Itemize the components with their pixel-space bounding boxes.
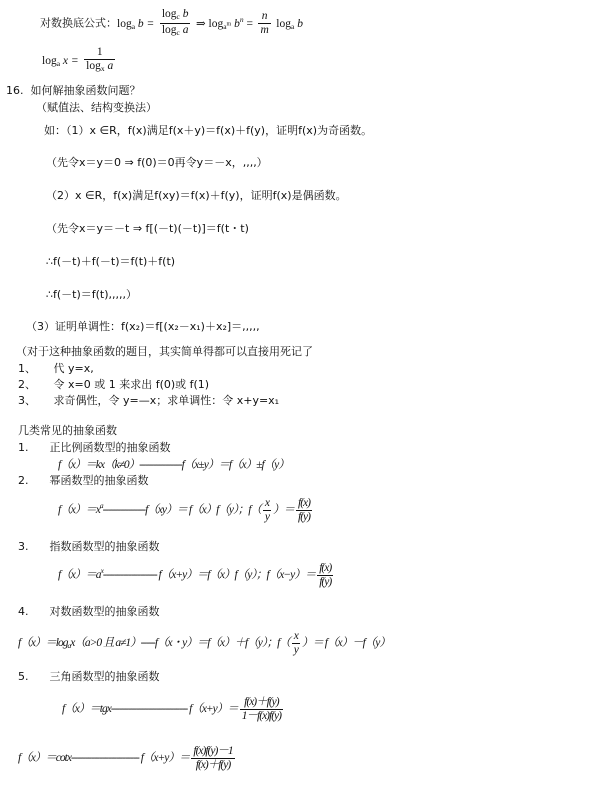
example-2: （2）x ∈R，f(x)满足f(xy)＝f(x)＋f(y)，证明f(x)是偶函数。 — [46, 189, 347, 202]
example-3: （3）证明单调性：f(x₂)＝f[(x₂－x₁)＋x₂]＝,,,,, — [26, 320, 260, 333]
step-text: 代 y=x, — [53, 362, 94, 375]
type-2-formula — [58, 497, 314, 524]
type-3-formula — [58, 562, 335, 589]
frac-num-base: c — [176, 12, 180, 21]
type-2-title — [18, 474, 148, 488]
reciprocal-fraction — [84, 46, 115, 75]
t4-xy-fraction — [292, 630, 300, 657]
step-2 — [18, 378, 209, 392]
t6-den: f(x)＋f(y) — [195, 759, 231, 771]
example-1: 如：（1）x ∈R，f(x)满足f(x＋y)＝f(x)＋f(y)，证明f(x)为奇函数。 — [44, 124, 373, 137]
type-4-formula — [18, 630, 390, 657]
t5-fraction — [240, 696, 283, 723]
frac-den-log: log — [161, 24, 177, 36]
t4-tail: ）＝ f（x）－f（y） — [301, 637, 390, 650]
log-text: log — [117, 17, 132, 30]
t6-fraction — [191, 745, 234, 772]
type-1-formula: f（x）＝kx（k≠0）---------------f（x±y）＝f（x）±f（y） — [58, 459, 289, 471]
rhs-log: log — [276, 17, 291, 30]
example-2-therefore-2: ∴f(－t)＝f(t),,,,,） — [46, 288, 138, 301]
t4-lhs: f（x）＝log — [18, 637, 68, 650]
t2-f-den: f(y) — [298, 511, 310, 523]
rl-num: 1 — [84, 46, 115, 60]
type-title: 指数函数型的抽象函数 — [49, 540, 160, 553]
type-5-title — [18, 670, 159, 684]
t4-xy-num: x — [293, 630, 298, 642]
t6-lhs: f（x）＝cotx------------------------ f（x+y）＝ — [18, 752, 190, 765]
step-1 — [18, 362, 94, 376]
t5-num: f(x)＋f(y) — [240, 696, 283, 710]
t5-lhs: f（x）＝tgx--------------------------- f（x+y）＝ — [62, 703, 238, 716]
example-1-hint: （先令x＝y＝0 ⇒ f(0)＝0再令y＝－x，,,,,） — [46, 156, 268, 169]
rl-den-base: x — [100, 64, 105, 73]
rhs-base: a — [290, 21, 295, 31]
t2-f-fraction — [296, 497, 312, 524]
equals-sign: = — [246, 17, 253, 30]
change-of-base-line — [40, 8, 303, 39]
t3-f-den: f(y) — [319, 576, 332, 588]
type-title: 三角函数型的抽象函数 — [49, 670, 160, 683]
step-number: 2、 — [18, 378, 36, 391]
t3-mid: ------------------- f（x+y）＝f（x）f（y）；f（x−y）＝ — [102, 569, 316, 582]
type-number: 1. — [18, 441, 29, 454]
note-text: （对于这种抽象函数的题目，其实简单得都可以直接用死记了 — [16, 345, 313, 358]
t2-exponent: a — [99, 501, 103, 511]
type-3-title — [18, 540, 159, 554]
t2-lhs: f（x）＝x — [58, 504, 100, 517]
implies-base-exp: m — [226, 21, 232, 27]
frac-num-log: log — [161, 8, 177, 20]
example-2-hint: （先令x＝y＝－t ⇒ f[(－t)(－t)]＝f(t・t) — [46, 222, 249, 235]
type-title: 正比例函数型的抽象函数 — [49, 441, 171, 454]
step-number: 1、 — [18, 362, 36, 375]
implies-var: b — [234, 17, 240, 30]
step-text: 令 x=0 或 1 来求出 f(0)或 f(1) — [53, 378, 210, 391]
type-1-title — [18, 441, 170, 455]
t3-lhs: f（x）＝a — [58, 569, 101, 582]
t2-xy-fraction — [263, 497, 271, 524]
t2-xy-num: x — [264, 497, 270, 509]
example-2-therefore-1: ∴f(－t)＋f(－t)＝f(t)＋f(t) — [46, 255, 176, 268]
step-3 — [18, 394, 279, 408]
rl-den-log: log — [86, 60, 101, 72]
implies-exp: n — [239, 14, 244, 24]
t4-base: a — [67, 641, 71, 651]
rhs-var: b — [297, 17, 303, 30]
implies-log: ⇒ log — [195, 17, 224, 30]
rl-log: log — [42, 54, 57, 67]
t2-mid: ---------------f（xy）＝ f（x）f（y）；f（ — [102, 504, 261, 517]
frac-num-var: b — [182, 8, 189, 20]
reciprocal-log-line — [42, 46, 117, 75]
frac-den-base: c — [176, 28, 180, 37]
type-title: 对数函数型的抽象函数 — [49, 605, 160, 618]
t3-f-fraction — [317, 562, 333, 589]
t2-f-num: f(x) — [298, 497, 310, 509]
log-arg: b = — [137, 17, 155, 30]
log-base: a — [131, 21, 136, 31]
type-number: 4. — [18, 605, 29, 618]
type-number: 2. — [18, 474, 29, 487]
t2-tail: ）＝ — [273, 504, 295, 517]
rl-base: a — [56, 58, 61, 68]
section-number: 16. — [6, 84, 24, 97]
frac-m: m — [260, 24, 269, 36]
section-16-title — [6, 84, 141, 98]
rl-var: x = — [62, 54, 79, 67]
type-5-tan-formula — [62, 696, 285, 723]
t4-mid: x（a>0 且 a≠1）-----f（x・y）＝f（x）＋f（y）；f（ — [70, 637, 290, 650]
types-title: 几类常见的抽象函数 — [18, 424, 117, 437]
type-4-title — [18, 605, 159, 619]
t3-f-num: f(x) — [319, 562, 332, 574]
implies-base: a — [223, 21, 227, 31]
frac-n: n — [258, 10, 270, 24]
section-16-method: （赋值法、结构变换法） — [36, 101, 157, 114]
n-over-m-fraction — [258, 10, 270, 37]
t4-xy-den: y — [293, 644, 298, 656]
rl-den-var: a — [107, 60, 114, 72]
step-number: 3、 — [18, 394, 36, 407]
step-text: 求奇偶性，令 y=—x；求单调性：令 x+y=x₁ — [53, 394, 280, 407]
t3-exponent: x — [100, 566, 103, 576]
change-of-base-label: 对数换底公式： — [40, 16, 117, 30]
type-number: 5. — [18, 670, 29, 683]
type-number: 3. — [18, 540, 29, 553]
change-base-fraction — [160, 8, 191, 39]
t2-xy-den: y — [264, 511, 270, 523]
frac-den-var: a — [182, 24, 189, 36]
type-title: 幂函数型的抽象函数 — [49, 474, 149, 487]
t5-den: 1－f(x)f(y) — [241, 710, 281, 722]
section-title: 如何解抽象函数问题？ — [30, 84, 141, 97]
type-5-cot-formula — [18, 745, 237, 772]
t6-num: f(x)f(y)－1 — [193, 745, 233, 757]
